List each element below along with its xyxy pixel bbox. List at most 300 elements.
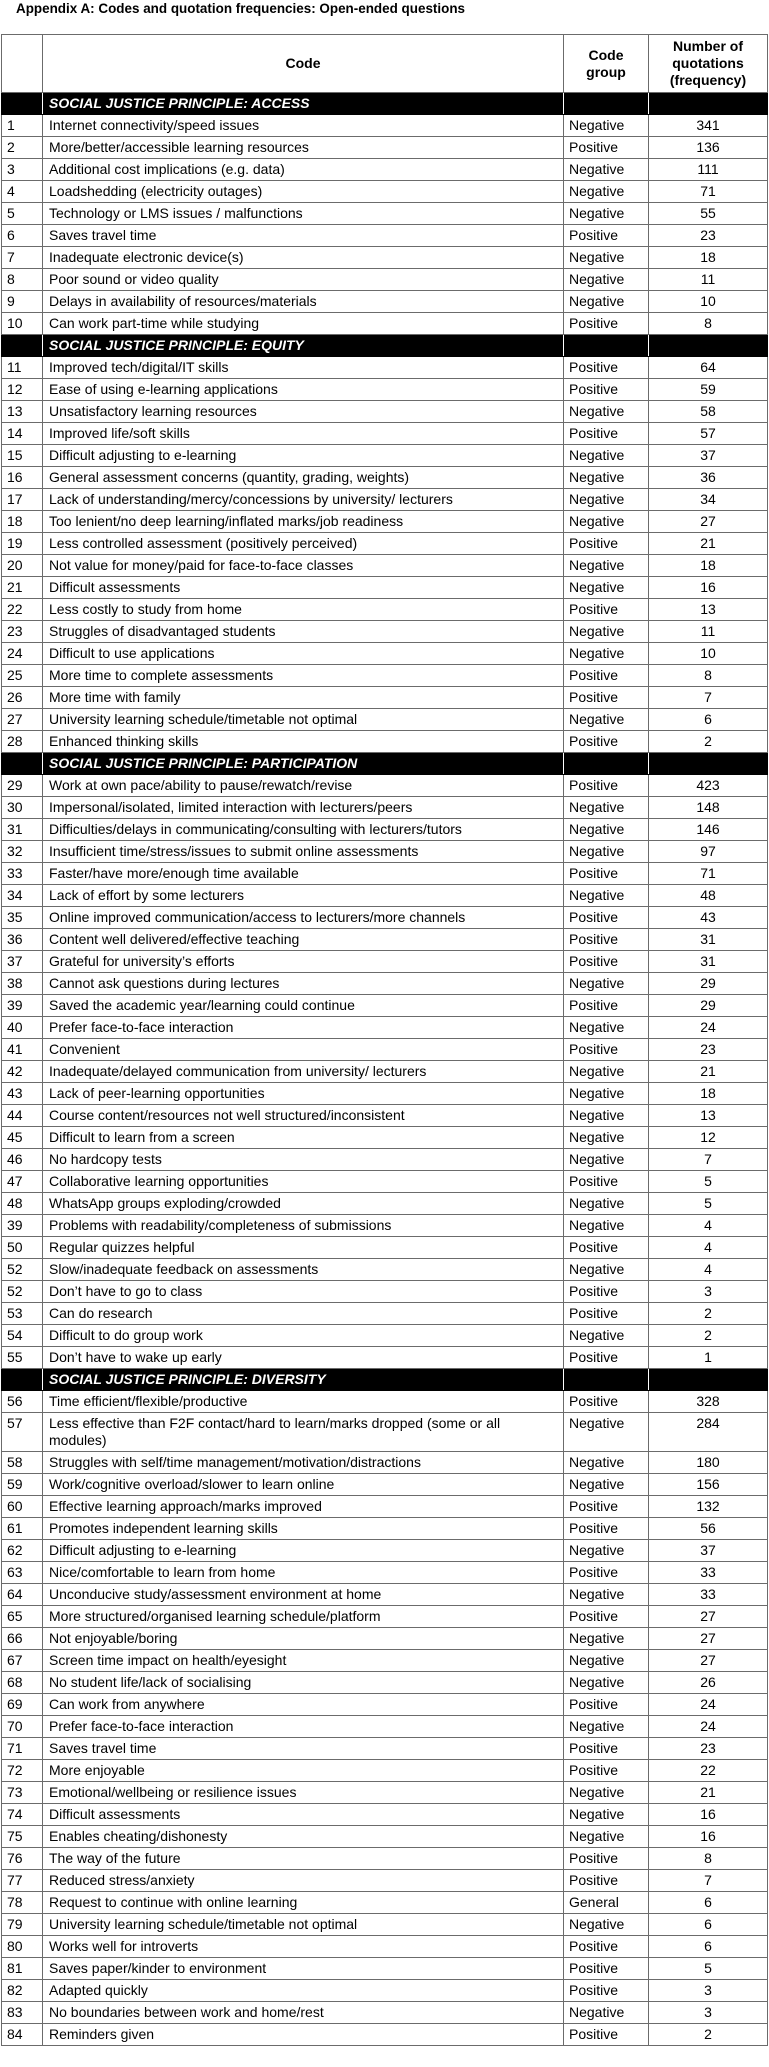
row-code: Enables cheating/dishonesty: [43, 1826, 564, 1848]
table-row: [2, 1738, 768, 1760]
row-code: Internet connectivity/speed issues: [43, 115, 564, 137]
row-frequency: 57: [649, 423, 768, 445]
table-row: [2, 1628, 768, 1650]
row-number: 3: [2, 159, 43, 181]
row-frequency: 23: [649, 1039, 768, 1061]
table-row: [2, 1303, 768, 1325]
table-row: [2, 511, 768, 533]
row-code-group: Negative: [564, 1452, 649, 1474]
row-number: 81: [2, 1958, 43, 1980]
row-number: 65: [2, 1606, 43, 1628]
row-code: Less costly to study from home: [43, 599, 564, 621]
row-number: 72: [2, 1760, 43, 1782]
row-code: Problems with readability/completeness of submissions: [43, 1215, 564, 1237]
table-row: [2, 357, 768, 379]
row-number: 70: [2, 1716, 43, 1738]
row-code-group: Positive: [564, 1391, 649, 1413]
row-code: Loadshedding (electricity outages): [43, 181, 564, 203]
table-row: [2, 445, 768, 467]
row-code: Request to continue with online learning: [43, 1892, 564, 1914]
row-frequency: 37: [649, 1540, 768, 1562]
table-row: [2, 1936, 768, 1958]
table-row: [2, 1259, 768, 1281]
row-code: Course content/resources not well structured/inconsistent: [43, 1105, 564, 1127]
row-code-group: Negative: [564, 445, 649, 467]
section-label: SOCIAL JUSTICE PRINCIPLE: PARTICIPATION: [43, 753, 564, 775]
row-code-group: Negative: [564, 1804, 649, 1826]
row-code-group: Negative: [564, 709, 649, 731]
header-code-group: Code group: [564, 35, 649, 93]
table-row: [2, 1325, 768, 1347]
row-frequency: 48: [649, 885, 768, 907]
row-code: The way of the future: [43, 1848, 564, 1870]
row-frequency: 180: [649, 1452, 768, 1474]
row-code-group: Negative: [564, 1474, 649, 1496]
table-row: [2, 423, 768, 445]
row-code-group: Negative: [564, 555, 649, 577]
table-row: [2, 665, 768, 687]
table-row: [2, 1980, 768, 2002]
row-number: 17: [2, 489, 43, 511]
row-code: No student life/lack of socialising: [43, 1672, 564, 1694]
row-code: Insufficient time/stress/issues to submit online assessments: [43, 841, 564, 863]
row-code-group: Positive: [564, 423, 649, 445]
row-code-group: Positive: [564, 1980, 649, 2002]
row-code: Effective learning approach/marks improved: [43, 1496, 564, 1518]
table-row: [2, 1452, 768, 1474]
row-frequency: 12: [649, 1127, 768, 1149]
section-header-row: [2, 93, 768, 115]
section-frequency-cell: [649, 335, 768, 357]
row-code-group: Negative: [564, 1413, 649, 1452]
row-number: 43: [2, 1083, 43, 1105]
row-code: Saves travel time: [43, 225, 564, 247]
row-frequency: 31: [649, 929, 768, 951]
table-row: [2, 313, 768, 335]
row-number: 73: [2, 1782, 43, 1804]
row-code: Reminders given: [43, 2024, 564, 2046]
section-number-cell: [2, 93, 43, 115]
row-code-group: Positive: [564, 357, 649, 379]
row-number: 40: [2, 1017, 43, 1039]
section-label: SOCIAL JUSTICE PRINCIPLE: EQUITY: [43, 335, 564, 357]
row-number: 24: [2, 643, 43, 665]
table-row: [2, 797, 768, 819]
row-number: 83: [2, 2002, 43, 2024]
row-number: 4: [2, 181, 43, 203]
row-code: Delays in availability of resources/materials: [43, 291, 564, 313]
row-number: 20: [2, 555, 43, 577]
row-number: 23: [2, 621, 43, 643]
row-frequency: 111: [649, 159, 768, 181]
row-code-group: Positive: [564, 1518, 649, 1540]
row-code-group: General: [564, 1892, 649, 1914]
row-number: 78: [2, 1892, 43, 1914]
row-code: Less controlled assessment (positively perceived): [43, 533, 564, 555]
row-code-group: Positive: [564, 665, 649, 687]
section-frequency-cell: [649, 753, 768, 775]
row-code: More time with family: [43, 687, 564, 709]
row-code-group: Positive: [564, 731, 649, 753]
row-code: Difficulties/delays in communicating/consulting with lecturers/tutors: [43, 819, 564, 841]
row-code: Can do research: [43, 1303, 564, 1325]
row-frequency: 7: [649, 1870, 768, 1892]
row-code-group: Positive: [564, 1303, 649, 1325]
row-code: More/better/accessible learning resources: [43, 137, 564, 159]
row-number: 55: [2, 1347, 43, 1369]
row-number: 39: [2, 995, 43, 1017]
row-number: 60: [2, 1496, 43, 1518]
row-frequency: 16: [649, 1804, 768, 1826]
row-code: Content well delivered/effective teaching: [43, 929, 564, 951]
row-code: Improved tech/digital/IT skills: [43, 357, 564, 379]
row-code: Difficult to do group work: [43, 1325, 564, 1347]
row-frequency: 136: [649, 137, 768, 159]
section-header-row: [2, 1369, 768, 1391]
row-number: 82: [2, 1980, 43, 2002]
row-code: Inadequate electronic device(s): [43, 247, 564, 269]
row-frequency: 37: [649, 445, 768, 467]
row-number: 47: [2, 1171, 43, 1193]
row-number: 50: [2, 1237, 43, 1259]
row-frequency: 148: [649, 797, 768, 819]
row-frequency: 3: [649, 1980, 768, 2002]
row-frequency: 29: [649, 995, 768, 1017]
row-code-group: Negative: [564, 1826, 649, 1848]
row-number: 45: [2, 1127, 43, 1149]
row-number: 27: [2, 709, 43, 731]
row-code-group: Negative: [564, 1215, 649, 1237]
row-frequency: 21: [649, 1782, 768, 1804]
row-frequency: 59: [649, 379, 768, 401]
row-code-group: Positive: [564, 1171, 649, 1193]
row-code-group: Positive: [564, 1496, 649, 1518]
row-frequency: 27: [649, 1650, 768, 1672]
row-number: 42: [2, 1061, 43, 1083]
row-code-group: Positive: [564, 1694, 649, 1716]
row-code-group: Negative: [564, 841, 649, 863]
table-row: [2, 819, 768, 841]
row-frequency: 2: [649, 1303, 768, 1325]
row-number: 21: [2, 577, 43, 599]
row-code: Improved life/soft skills: [43, 423, 564, 445]
row-code-group: Negative: [564, 1672, 649, 1694]
header-number: [2, 35, 43, 93]
row-code: Promotes independent learning skills: [43, 1518, 564, 1540]
table-row: [2, 1105, 768, 1127]
row-code: Less effective than F2F contact/hard to learn/marks dropped (some or all modules): [43, 1413, 564, 1452]
row-code-group: Negative: [564, 1083, 649, 1105]
row-code: Too lenient/no deep learning/inflated marks/job readiness: [43, 511, 564, 533]
row-frequency: 5: [649, 1193, 768, 1215]
table-row: [2, 775, 768, 797]
table-row: [2, 643, 768, 665]
section-group-cell: [564, 1369, 649, 1391]
row-code: Work at own pace/ability to pause/rewatch/revise: [43, 775, 564, 797]
row-code-group: Negative: [564, 885, 649, 907]
row-code-group: Positive: [564, 1606, 649, 1628]
row-code-group: Negative: [564, 621, 649, 643]
row-number: 1: [2, 115, 43, 137]
table-row: [2, 1127, 768, 1149]
table-row: [2, 885, 768, 907]
row-frequency: 11: [649, 621, 768, 643]
row-number: 69: [2, 1694, 43, 1716]
row-code-group: Negative: [564, 973, 649, 995]
table-row: [2, 1017, 768, 1039]
row-code: Poor sound or video quality: [43, 269, 564, 291]
table-row: [2, 1584, 768, 1606]
row-code: Grateful for university’s efforts: [43, 951, 564, 973]
table-row: [2, 1083, 768, 1105]
row-number: 28: [2, 731, 43, 753]
row-number: 76: [2, 1848, 43, 1870]
table-row: [2, 467, 768, 489]
table-row: [2, 1171, 768, 1193]
row-code: Time efficient/flexible/productive: [43, 1391, 564, 1413]
row-code-group: Positive: [564, 1870, 649, 1892]
row-number: 8: [2, 269, 43, 291]
row-code-group: Positive: [564, 951, 649, 973]
section-group-cell: [564, 753, 649, 775]
row-number: 14: [2, 423, 43, 445]
row-code-group: Negative: [564, 115, 649, 137]
row-frequency: 6: [649, 1936, 768, 1958]
table-row: [2, 1149, 768, 1171]
table-row: [2, 973, 768, 995]
row-code-group: Positive: [564, 863, 649, 885]
row-frequency: 4: [649, 1259, 768, 1281]
table-row: [2, 995, 768, 1017]
row-frequency: 43: [649, 907, 768, 929]
row-number: 48: [2, 1193, 43, 1215]
row-code: Difficult adjusting to e-learning: [43, 1540, 564, 1562]
row-code-group: Negative: [564, 1127, 649, 1149]
row-frequency: 7: [649, 687, 768, 709]
row-number: 58: [2, 1452, 43, 1474]
row-code-group: Negative: [564, 819, 649, 841]
row-number: 66: [2, 1628, 43, 1650]
row-code-group: Negative: [564, 511, 649, 533]
table-row: [2, 709, 768, 731]
row-frequency: 2: [649, 731, 768, 753]
table-row: [2, 225, 768, 247]
table-row: [2, 1391, 768, 1413]
row-code-group: Negative: [564, 181, 649, 203]
row-number: 26: [2, 687, 43, 709]
row-number: 5: [2, 203, 43, 225]
row-code-group: Positive: [564, 225, 649, 247]
row-frequency: 64: [649, 357, 768, 379]
row-code: More structured/organised learning schedule/platform: [43, 1606, 564, 1628]
table-row: [2, 115, 768, 137]
row-frequency: 3: [649, 1281, 768, 1303]
row-code: Collaborative learning opportunities: [43, 1171, 564, 1193]
row-code: Don’t have to wake up early: [43, 1347, 564, 1369]
row-number: 84: [2, 2024, 43, 2046]
row-code: Lack of understanding/mercy/concessions by university/ lecturers: [43, 489, 564, 511]
table-row: [2, 1958, 768, 1980]
row-code: Screen time impact on health/eyesight: [43, 1650, 564, 1672]
row-frequency: 27: [649, 1606, 768, 1628]
table-row: [2, 621, 768, 643]
row-code: Can work part-time while studying: [43, 313, 564, 335]
row-code: Online improved communication/access to lecturers/more channels: [43, 907, 564, 929]
row-number: 54: [2, 1325, 43, 1347]
row-code: Additional cost implications (e.g. data): [43, 159, 564, 181]
row-frequency: 6: [649, 1914, 768, 1936]
row-code: Works well for introverts: [43, 1936, 564, 1958]
row-code: Not enjoyable/boring: [43, 1628, 564, 1650]
table-row: [2, 1826, 768, 1848]
row-number: 39: [2, 1215, 43, 1237]
row-code: Difficult adjusting to e-learning: [43, 445, 564, 467]
row-code: WhatsApp groups exploding/crowded: [43, 1193, 564, 1215]
table-row: [2, 1892, 768, 1914]
row-code: Cannot ask questions during lectures: [43, 973, 564, 995]
row-code-group: Negative: [564, 797, 649, 819]
row-frequency: 16: [649, 1826, 768, 1848]
row-code: Reduced stress/anxiety: [43, 1870, 564, 1892]
table-row: [2, 1870, 768, 1892]
table-row: [2, 247, 768, 269]
row-code: Difficult assessments: [43, 1804, 564, 1826]
row-code-group: Positive: [564, 1039, 649, 1061]
table-row: [2, 2002, 768, 2024]
table-row: [2, 159, 768, 181]
row-number: 30: [2, 797, 43, 819]
table-row: [2, 137, 768, 159]
row-number: 11: [2, 357, 43, 379]
row-number: 2: [2, 137, 43, 159]
table-row: [2, 1650, 768, 1672]
table-row: [2, 863, 768, 885]
row-number: 61: [2, 1518, 43, 1540]
page-title: Appendix A: Codes and quotation frequencies: Open-ended questions: [16, 0, 466, 16]
row-number: 34: [2, 885, 43, 907]
row-code-group: Negative: [564, 1149, 649, 1171]
row-code-group: Positive: [564, 687, 649, 709]
row-frequency: 24: [649, 1716, 768, 1738]
row-frequency: 23: [649, 225, 768, 247]
row-frequency: 13: [649, 1105, 768, 1127]
row-code-group: Positive: [564, 995, 649, 1017]
row-number: 16: [2, 467, 43, 489]
section-header-row: [2, 335, 768, 357]
row-frequency: 58: [649, 401, 768, 423]
row-frequency: 36: [649, 467, 768, 489]
row-code-group: Positive: [564, 1281, 649, 1303]
row-frequency: 24: [649, 1017, 768, 1039]
row-frequency: 5: [649, 1958, 768, 1980]
table-row: [2, 1848, 768, 1870]
row-code-group: Negative: [564, 2002, 649, 2024]
row-frequency: 132: [649, 1496, 768, 1518]
row-frequency: 284: [649, 1413, 768, 1452]
row-code-group: Positive: [564, 1347, 649, 1369]
row-frequency: 4: [649, 1215, 768, 1237]
row-code: Difficult to use applications: [43, 643, 564, 665]
row-number: 59: [2, 1474, 43, 1496]
row-number: 6: [2, 225, 43, 247]
table-row: [2, 555, 768, 577]
section-group-cell: [564, 93, 649, 115]
table-row: [2, 951, 768, 973]
row-code-group: Negative: [564, 401, 649, 423]
row-frequency: 33: [649, 1562, 768, 1584]
row-frequency: 34: [649, 489, 768, 511]
row-frequency: 8: [649, 313, 768, 335]
row-number: 62: [2, 1540, 43, 1562]
row-number: 13: [2, 401, 43, 423]
row-code: Struggles of disadvantaged students: [43, 621, 564, 643]
row-number: 79: [2, 1914, 43, 1936]
row-code-group: Positive: [564, 137, 649, 159]
table-row: [2, 1193, 768, 1215]
row-code: Slow/inadequate feedback on assessments: [43, 1259, 564, 1281]
row-frequency: 3: [649, 2002, 768, 2024]
table-row: [2, 1215, 768, 1237]
row-code: University learning schedule/timetable not optimal: [43, 709, 564, 731]
table-row: [2, 1804, 768, 1826]
header-code: Code: [43, 35, 564, 93]
row-number: 80: [2, 1936, 43, 1958]
row-number: 15: [2, 445, 43, 467]
row-number: 32: [2, 841, 43, 863]
row-code-group: Negative: [564, 1628, 649, 1650]
table-row: [2, 181, 768, 203]
section-label: SOCIAL JUSTICE PRINCIPLE: ACCESS: [43, 93, 564, 115]
table-row: [2, 1474, 768, 1496]
row-code: Adapted quickly: [43, 1980, 564, 2002]
row-code-group: Positive: [564, 1936, 649, 1958]
row-frequency: 1: [649, 1347, 768, 1369]
row-code-group: Negative: [564, 1325, 649, 1347]
row-code-group: Negative: [564, 1259, 649, 1281]
row-frequency: 10: [649, 291, 768, 313]
table-row: [2, 1039, 768, 1061]
row-number: 37: [2, 951, 43, 973]
row-code: No boundaries between work and home/rest: [43, 2002, 564, 2024]
row-number: 35: [2, 907, 43, 929]
row-code: More time to complete assessments: [43, 665, 564, 687]
row-code-group: Negative: [564, 1914, 649, 1936]
row-code: Emotional/wellbeing or resilience issues: [43, 1782, 564, 1804]
row-code-group: Negative: [564, 159, 649, 181]
row-code: Saved the academic year/learning could continue: [43, 995, 564, 1017]
row-number: 19: [2, 533, 43, 555]
table-row: [2, 1518, 768, 1540]
row-number: 25: [2, 665, 43, 687]
row-code: Impersonal/isolated, limited interaction with lecturers/peers: [43, 797, 564, 819]
section-frequency-cell: [649, 93, 768, 115]
row-frequency: 26: [649, 1672, 768, 1694]
row-code: Inadequate/delayed communication from university/ lecturers: [43, 1061, 564, 1083]
row-frequency: 2: [649, 2024, 768, 2046]
table-row: [2, 203, 768, 225]
row-code: Unconducive study/assessment environment at home: [43, 1584, 564, 1606]
row-frequency: 33: [649, 1584, 768, 1606]
row-frequency: 29: [649, 973, 768, 995]
row-code: Unsatisfactory learning resources: [43, 401, 564, 423]
row-frequency: 16: [649, 577, 768, 599]
table-row: [2, 269, 768, 291]
row-number: 52: [2, 1281, 43, 1303]
table-row: [2, 1914, 768, 1936]
row-code-group: Negative: [564, 1584, 649, 1606]
section-number-cell: [2, 335, 43, 357]
row-number: 57: [2, 1413, 43, 1452]
